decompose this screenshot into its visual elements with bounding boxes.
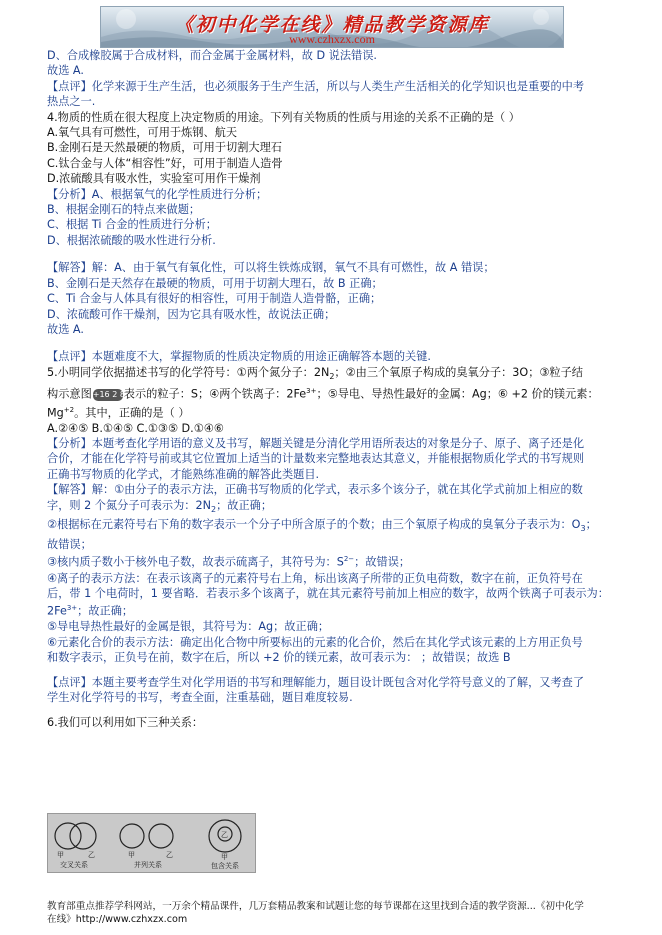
parallel-circle-b xyxy=(149,824,173,848)
parallel-circle-a xyxy=(120,824,144,848)
intersect-circle-b xyxy=(70,823,96,849)
parallel-label-a: 甲 xyxy=(128,851,135,859)
parallel-caption: 并列关系 xyxy=(134,861,162,869)
comment-line: 学生对化学符号的书写，考查全面，注重基础，题目难度较易. xyxy=(47,691,353,705)
answer-line: ⑥元素化合价的表示方法：确定出化合物中所要标出的元素的化合价，然后在其化学式该元素的上方用正负号 xyxy=(47,635,583,649)
answer-line: 故错误； xyxy=(47,537,92,551)
comment-line: 【点评】本题主要考查学生对化学用语的书写和理解能力，题目设计既包含对化学符号意义的了解，又考查了 xyxy=(47,675,585,689)
answer-line: ②根据标在元素符号右下角的数字表示一个分子中所含原子的个数；由三个氧原子构成的臭氧分子表示为：$O_3$； xyxy=(47,518,597,534)
answer-line: 和数字表示，正负号在前，数字在后，所以 +2 价的镁元素，故可表示为： ；故错误；故选 B xyxy=(47,651,511,665)
header-banner xyxy=(100,6,564,48)
answer-line: ⑤导电导热性最好的金属是银，其符号为：Ag；故正确； xyxy=(47,620,330,634)
answer-line: 【解答】解：A、由于氧气有氧化性，可以将生铁炼成钢，氧气不具有可燃性，故 A 错误； xyxy=(47,261,495,275)
banner-title: 《初中化学在线》精品教学资源库 xyxy=(174,14,490,36)
option-c: C.钛合金与人体“相容性”好，可用于制造人造骨 xyxy=(47,156,283,170)
answer-line: D、浓硫酸可作干燥剂，因为它具有吸水性，故说法正确； xyxy=(47,307,336,321)
analysis-line: 合价，才能在化学符号前或其它位置加上适当的计量数来完整地表达其意义，并能根据物质化学式的书写规则 xyxy=(47,452,585,466)
intersect-caption: 交叉关系 xyxy=(60,861,88,869)
parallel-label-b: 乙 xyxy=(166,851,173,859)
analysis-line: 正确书写物质的化学式，才能熟练准确的解答此类题目. xyxy=(47,467,320,481)
answer-line: B、金刚石是天然存在最硬的物质，可用于切割大理石，故 B 正确； xyxy=(47,276,383,290)
venn-diagram-figure xyxy=(47,813,256,873)
venn-diagram xyxy=(48,814,255,872)
footer-link[interactable]: 在线》http://www.czhxzx.com xyxy=(47,914,188,925)
contain-label-a: 甲 xyxy=(221,853,228,861)
comment-line: 【点评】本题难度不大，掌握物质的性质决定物质的用途正确解答本题的关键. xyxy=(47,350,431,364)
question-4: 4.物质的性质在很大程度上决定物质的用途。下列有关物质的性质与用途的关系不正确的是（ ） xyxy=(47,110,520,124)
banner-url[interactable]: www.czhxzx.com xyxy=(289,32,375,46)
question-5-options: A.②④⑤ B.①④⑤ C.①③⑤ D.①④⑥ xyxy=(47,421,224,435)
answer-line: 【解答】解：①由分子的表示方法，正确书写物质的化学式，表示多个该分子，就在其化学式前加上相应的数 xyxy=(47,483,583,497)
answer-line: 后，带 1 个电荷时，1 要省略．若表示多个该离子，就在其元素符号前加上相应的数字，故两个铁离子可表示为： xyxy=(47,586,609,600)
intersect-circle-a xyxy=(55,823,81,849)
option-d: D.浓硫酸具有吸水性，实验室可用作干燥剂 xyxy=(47,172,261,186)
answer-line: 故选 A. xyxy=(47,322,84,336)
answer-line: C、Ti 合金与人体具有很好的相容性，可用于制造人造骨骼，正确； xyxy=(47,292,382,306)
analysis-line: D、根据浓硫酸的吸水性进行分析. xyxy=(47,233,216,247)
contain-caption: 包含关系 xyxy=(211,862,239,870)
comment-line: 【点评】化学来源于生产生活，也必须服务于生产生活，所以与人类生产生活相关的化学知识也是重要的中考 xyxy=(47,79,585,93)
page-footer xyxy=(47,900,619,926)
analysis-line: 【分析】本题考查化学用语的意义及书写，解题关键是分清化学用语所表达的对象是分子、原子、离子还是化 xyxy=(47,437,585,451)
intersect-label-a: 甲 xyxy=(57,851,64,859)
analysis-line: 【分析】A、根据氧气的化学性质进行分析； xyxy=(47,187,268,201)
contain-label-b: 乙 xyxy=(221,831,228,839)
question-5: 5.小明同学依据描述书写的化学符号：①两个氮分子：$2N_2$；②由三个氧原子构成的臭氧分子：3O；③粒子结 xyxy=(47,365,583,381)
atom-structure-diagram: +16 2 8 8 xyxy=(92,390,133,400)
question-5: $Mg^{+2}$。其中，正确的是（ ） xyxy=(47,405,190,420)
text-line: 故选 A. xyxy=(47,64,84,78)
answer-line: ③核内质子数小于核外电子数，故表示硫离子，其符号为：$S^{2-}$；故错误； xyxy=(47,555,411,570)
analysis-line: B、根据金刚石的特点来做题； xyxy=(47,203,201,217)
option-a: A.氧气具有可燃性，可用于炼钢、航天 xyxy=(47,126,238,140)
question-6: 6.我们可以利用如下三种关系： xyxy=(47,716,204,730)
text-line: D、合成橡胶属于合成材料，而合金属于金属材料，故 D 说法错误. xyxy=(47,49,377,62)
answer-line: $2Fe^{3+}$；故正确； xyxy=(47,604,134,619)
analysis-line: C、根据 Ti 合金的性质进行分析； xyxy=(47,218,217,232)
option-b: B.金刚石是天然最硬的物质，可用于切割大理石 xyxy=(47,141,282,155)
answer-line: ④离子的表示方法：在表示该离子的元素符号右上角，标出该离子所带的正负电荷数，数字在前，正负符号在 xyxy=(47,571,583,585)
intersect-label-b: 乙 xyxy=(88,851,95,859)
question-5: 构示意图+16 2 8 8表示的粒子：S；④两个铁离子：$2Fe^{3+}$；⑤导电、导热性最好的金属：Ag；⑥ +2 价的镁元素： xyxy=(47,387,599,402)
footer-line: 教育部重点推荐学科网站，一万余个精品课件，几万套精品教案和试题让您的每节课都在这里找到合适的教学资源...《初中化学 xyxy=(47,901,584,912)
text-line: 热点之一. xyxy=(47,95,96,109)
answer-line: 字，则 2 个氮分子可表示为：$2N_2$；故正确； xyxy=(47,498,273,514)
document-body xyxy=(47,48,619,731)
